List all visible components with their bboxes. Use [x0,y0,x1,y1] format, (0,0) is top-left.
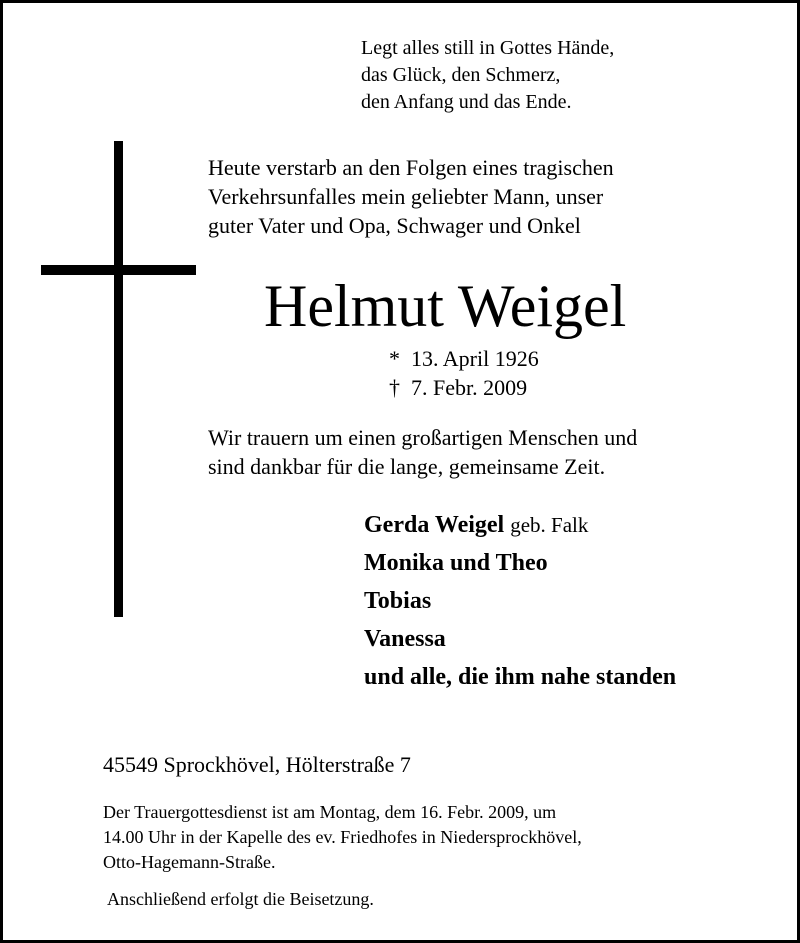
motto-line: Legt alles still in Gottes Hände, [361,37,615,59]
announcement-line: Verkehrsunfalles mein geliebter Mann, unser [208,184,604,209]
cross-horizontal-bar [41,265,196,275]
service-line: 14.00 Uhr in der Kapelle des ev. Friedhofes in Niedersprockhövel, [103,827,582,847]
announcement-line: guter Vater und Opa, Schwager und Onkel [208,213,581,238]
mourning-line: Wir trauern um einen großartigen Menschen und [208,425,638,450]
spouse-row [364,506,676,544]
funeral-service-info [103,800,582,875]
birth-date: 13. April 1926 [411,346,539,371]
announcement-line: Heute verstarb an den Folgen eines tragischen [208,155,614,180]
deceased-name: Helmut Weigel [264,273,627,339]
motto-line: den Anfang und das Ende. [361,91,572,113]
life-dates [389,344,539,402]
mourning-text [208,423,637,481]
motto-line: das Glück, den Schmerz, [361,64,561,86]
service-line: Otto-Hagemann-Straße. [103,852,276,872]
burial-note: Anschließend erfolgt die Beisetzung. [107,889,374,909]
death-date-row [389,373,539,402]
family-member: und alle, die ihm nahe standen [364,664,677,690]
service-line: Der Trauergottesdienst ist am Montag, dem 16. Febr. 2009, um [103,802,557,822]
death-dagger-icon: † [389,375,400,400]
mourning-line: sind dankbar für die lange, gemeinsame Zeit. [208,454,606,479]
spouse-maiden-name: geb. Falk [510,513,589,537]
family-member: Tobias [364,588,432,614]
family-address: 45549 Sprockhövel, Hölterstraße 7 [103,752,411,777]
spouse-name: Gerda Weigel [364,512,505,538]
cross-vertical-bar [114,141,123,617]
death-date: 7. Febr. 2009 [411,375,528,400]
birth-star-icon: * [389,346,400,371]
announcement-text [208,153,614,240]
motto-verse [361,35,614,116]
family-member: Vanessa [364,626,446,652]
birth-date-row [389,344,539,373]
family-member: Monika und Theo [364,550,548,576]
family-signatures [364,506,676,696]
